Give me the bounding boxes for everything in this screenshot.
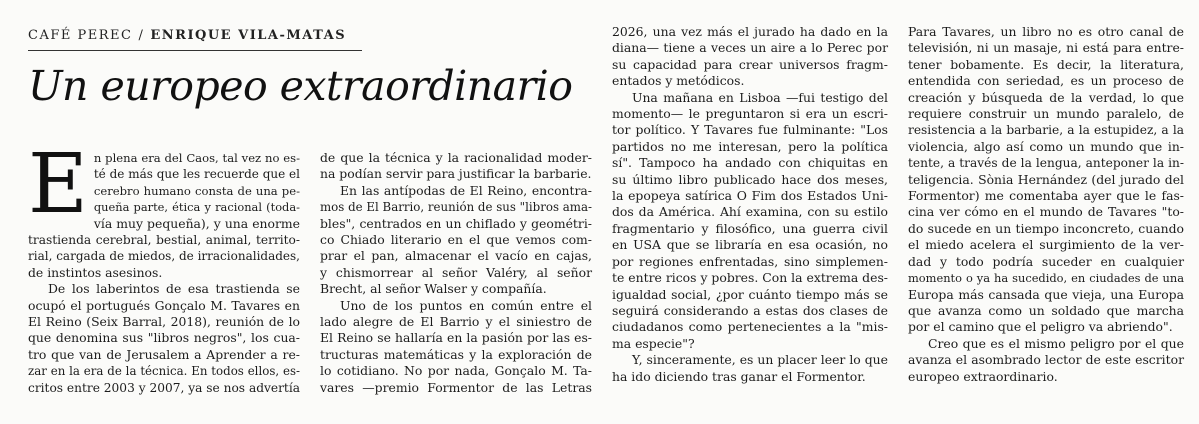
article-line: Formentor) me comentaba ayer que le fas-: [908, 188, 1184, 204]
article-line: ma especie"?: [612, 335, 695, 351]
article-line: Creo que es el mismo peligro por el que: [928, 335, 1184, 351]
article-line: Brecht, al señor Walser y compañía.: [320, 281, 547, 297]
article-line: ocupó el portugués Gonçalo M. Tavares en: [28, 297, 300, 313]
article-column-2: [320, 150, 592, 396]
article-line: europeo extraordinario.: [908, 368, 1058, 384]
article-line: que denomina sus "libros negros", los cua-: [28, 330, 300, 346]
article-line: trastienda cerebral, bestial, animal, territo-: [28, 233, 300, 248]
article-line: tro que van de Jerusalem a Aprender a re-: [28, 346, 300, 362]
article-line: Europa más cansada que vieja, una Europa: [908, 286, 1184, 302]
article-line: avanza el asombrado lector de este escritor: [908, 352, 1184, 368]
article-line: El Reino se hallaría en la pasión por las es-: [320, 330, 592, 346]
article-line: En las antípodas de El Reino, encontra-: [340, 182, 592, 198]
article-line: diana— tiene a veces un aire a lo Perec por: [612, 40, 888, 56]
drop-cap: E: [28, 137, 88, 232]
article-line: te entre ricos y pobres. Con la extrema des-: [612, 270, 888, 286]
article-line: partidos no me interesan, pero la política: [612, 138, 888, 154]
article-line: vares —premio Formentor de las Letras: [320, 379, 592, 395]
article-line: na podían servir para justificar la barbarie.: [320, 166, 592, 182]
article-line: dad y todo podría suceder en cualquier: [908, 253, 1184, 269]
article-line: Una mañana en Lisboa —fui testigo del: [632, 89, 888, 105]
author-name: ENRIQUE VILA-MATAS: [150, 28, 347, 43]
kicker-separator: /: [138, 28, 145, 43]
article-line: rial, cargada de miedos, de irracionalidades,: [28, 249, 300, 264]
article-line: vía muy pequeña), y una enorme: [93, 215, 300, 231]
section-name: CAFÉ PEREC: [28, 28, 133, 43]
article-line: requiere construir un mundo paralelo, de: [908, 106, 1184, 122]
article-line: televisión, ni un masaje, ni está para entre-: [908, 40, 1184, 56]
article-line: seguirá considerando a estas dos clases de: [612, 302, 888, 318]
article-line: dos da América. Ahí examina, con su estilo: [612, 204, 888, 220]
article-line: entados y metódicos.: [612, 73, 745, 89]
article-line: tente, a través de la lengua, anteponer la in-: [908, 156, 1184, 171]
article-line: tor político. Y Tavares fue fulminante: "Los: [612, 122, 888, 138]
article-line: lado alegre de El Barrio y el siniestro de: [320, 314, 592, 330]
section-kicker: [28, 28, 346, 43]
article-line: 2026, una vez más el jurado ha dado en la: [612, 24, 888, 39]
article-line: de que la técnica y la racionalidad moder-: [320, 150, 592, 165]
article-line: critos entre 2003 y 2007, ya se nos advertía: [28, 380, 300, 395]
article-line: Y, sinceramente, es un placer leer lo que: [632, 352, 888, 368]
kicker-rule: [28, 50, 362, 51]
article-line: el miedo acelera el surgimiento de la ver-: [908, 237, 1184, 253]
article-line: momento— le preguntaron si era un escri-: [612, 106, 888, 122]
article-line: violencia, algo así como un mundo que in-: [908, 138, 1184, 154]
article-line: do sucede en un tiempo inconcreto, cuando: [908, 220, 1184, 236]
article-line: zar en la era de la técnica. En todos ellos, es-: [28, 364, 300, 379]
article-line: cerebro humano consta de una pe-: [93, 183, 300, 198]
article-line: que avanza como un soldado que marcha: [908, 302, 1184, 318]
headline: Un europeo extraordinario: [28, 62, 573, 110]
article-line: y chismorrear al señor Valéry, al señor: [320, 264, 592, 280]
article-line: teligencia. Sònia Hernández (del jurado del: [908, 171, 1184, 187]
article-line: tener bobamente. Es decir, la literatura,: [908, 56, 1184, 72]
article-line: n plena era del Caos, tal vez no es-: [93, 151, 300, 165]
article-line: tructuras matemáticas y la exploración de: [320, 346, 592, 362]
article-column-4: [908, 24, 1184, 385]
article-line: en USA que se libraría en esa ocasión, no: [612, 237, 888, 253]
article-line: la epopeya satírica O Fim dos Estados Uni-: [612, 188, 888, 204]
article-line: té de más que les recuerde que el: [93, 167, 300, 182]
article-line: Uno de los puntos en común entre el: [340, 297, 592, 313]
article-line: su último libro publicado hace dos meses,: [612, 171, 888, 187]
article-line: queña parte, ética y racional (toda-: [93, 200, 300, 215]
article-line: El Reino (Seix Barral, 2018), reunión de lo: [28, 314, 300, 330]
article-line: prar el pan, almacenar el vacío en cajas,: [320, 248, 592, 264]
article-line: por regiones enfrentadas, sino simplemen-: [612, 253, 888, 269]
article-line: entendida con seriedad, es un proceso de: [908, 73, 1184, 89]
article-line: cina ver cómo en el mundo de Tavares "to-: [908, 204, 1184, 220]
article-line: Para Tavares, un libro no es otro canal de: [908, 24, 1184, 39]
article-line: creación y búsqueda de la verdad, lo que: [908, 89, 1184, 105]
article-line: ciudadanos como pertenecientes a la "mis-: [612, 319, 888, 335]
article-column-3: [612, 24, 888, 385]
article-line: resistencia a la barbarie, a la estupidez, a la: [908, 123, 1184, 138]
article-line: De los laberintos de esa trastienda se: [48, 281, 300, 297]
article-line: bles", centrados en un chiflado y geométri-: [320, 215, 592, 231]
article-line: mos de El Barrio, reunión de sus "libros ama-: [320, 200, 592, 215]
article-line: fragmentario y filosófico, una guerra civil: [612, 220, 888, 236]
article-line: de instintos asesinos.: [28, 264, 163, 280]
article-line: por el camino que el peligro va abriendo".: [908, 319, 1173, 335]
article-column-1: [28, 137, 300, 396]
article-line: igualdad social, ¿por cuánto tiempo más se: [612, 286, 888, 302]
article-line: ha ido diciendo tras ganar el Formentor.: [612, 368, 866, 384]
article-line: lo cotidiano. No por nada, Gonçalo M. Ta-: [320, 363, 592, 379]
article-line: sí". Tampoco ha andado con chiquitas en: [612, 155, 888, 171]
article-line: momento o ya ha sucedido, en ciudades de una: [908, 271, 1184, 286]
article-line: co Chiado literario en el que vemos com-: [320, 232, 592, 248]
article-line: su capacidad para crear universos fragm-: [612, 56, 888, 72]
